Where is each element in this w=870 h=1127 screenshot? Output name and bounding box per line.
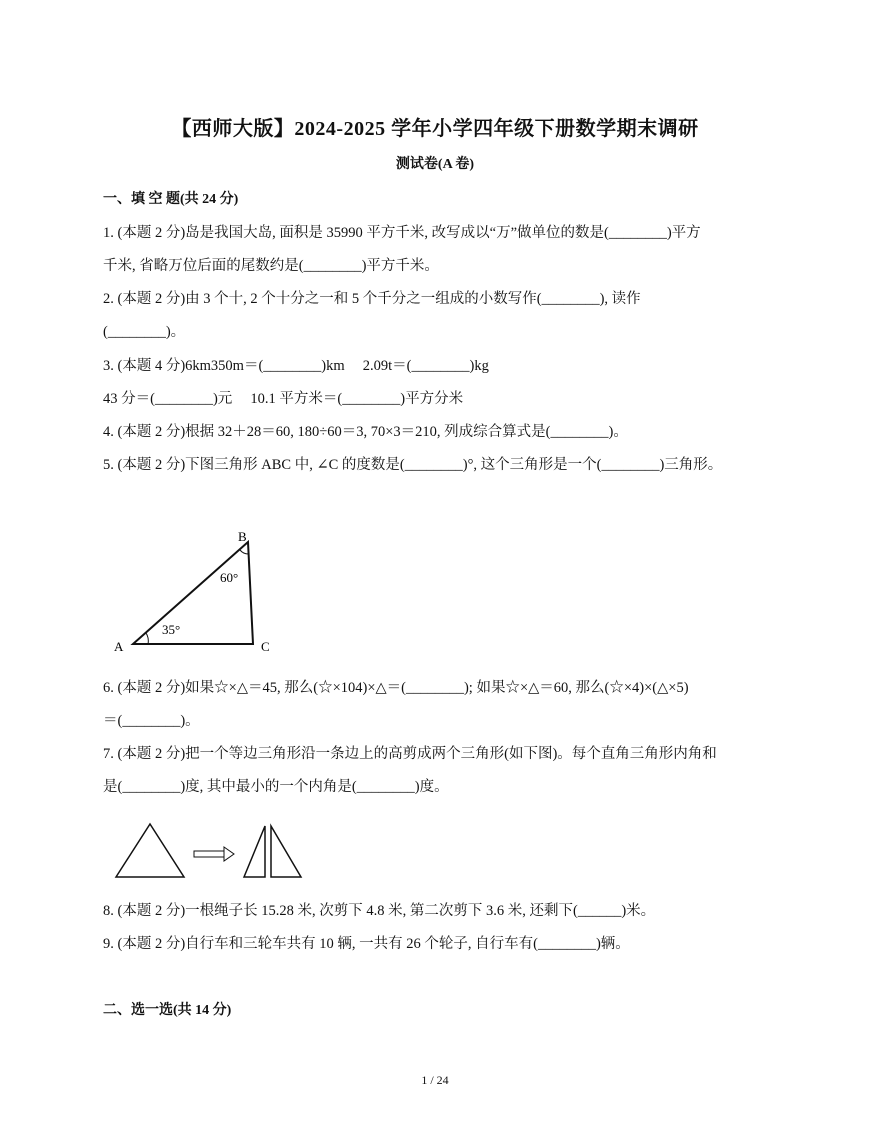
triangle-cut-figure <box>110 820 310 882</box>
question-3-line-2: 43 分＝(________)元 10.1 平方米＝(________)平方分米 <box>103 391 464 407</box>
question-4: 4. (本题 2 分)根据 32＋28＝60, 180÷60＝3, 70×3＝210, 列成综合算式是(________)。 <box>103 424 628 440</box>
question-7-line-2: 是(________)度, 其中最小的一个内角是(________)度。 <box>103 779 449 795</box>
vertex-label-c: C <box>261 639 270 654</box>
question-9: 9. (本题 2 分)自行车和三轮车共有 10 辆, 一共有 26 个轮子, 自行车有(________)辆。 <box>103 936 630 952</box>
page-subtitle: 测试卷(A 卷) <box>395 157 475 172</box>
question-5: 5. (本题 2 分)下图三角形 ABC 中, ∠C 的度数是(________)°, 这个三角形是一个(________)三角形。 <box>103 457 723 473</box>
section-heading-fill-blank: 一、填 空 题(共 24 分) <box>103 192 239 207</box>
question-3-line-1: 3. (本题 4 分)6km350m＝(________)km 2.09t＝(________)kg <box>103 358 489 374</box>
page-number: 1 / 24 <box>421 1073 449 1087</box>
angle-a-label: 35° <box>162 622 181 637</box>
question-1-line-1: 1. (本题 2 分)岛是我国大岛, 面积是 35990 平方千米, 改写成以“万”做单位的数是(________)平方 <box>103 225 701 241</box>
question-7-line-1: 7. (本题 2 分)把一个等边三角形沿一条边上的高剪成两个三角形(如下图)。每个直角三角形内角和 <box>103 746 717 762</box>
angle-a-arc <box>146 633 148 644</box>
question-2-line-2: (________)。 <box>103 324 186 340</box>
question-8: 8. (本题 2 分)一根绳子长 15.28 米, 次剪下 4.8 米, 第二次剪下 3.6 米, 还剩下(______)米。 <box>103 903 656 919</box>
vertex-label-a: A <box>114 639 124 654</box>
right-triangle-left-half <box>244 826 265 877</box>
question-6-line-2: ＝(________)。 <box>103 713 200 729</box>
equilateral-triangle <box>116 824 184 877</box>
triangle-abc-figure <box>100 520 290 660</box>
question-2-line-1: 2. (本题 2 分)由 3 个十, 2 个十分之一和 5 个千分之一组成的小数写作(________), 读作 <box>103 291 641 307</box>
right-triangle-right-half <box>271 826 301 877</box>
triangle-abc-shape <box>133 542 253 644</box>
angle-b-label: 60° <box>220 570 239 585</box>
question-6-line-1: 6. (本题 2 分)如果☆×△＝45, 那么(☆×104)×△＝(________); 如果☆×△＝60, 那么(☆×4)×(△×5) <box>103 680 689 696</box>
arrow-icon <box>194 847 234 861</box>
section-heading-multiple-choice: 二、选一选(共 14 分) <box>103 1003 232 1018</box>
question-1-line-2: 千米, 省略万位后面的尾数约是(________)平方千米。 <box>103 258 439 274</box>
page-title: 【西师大版】2024-2025 学年小学四年级下册数学期末调研 <box>171 118 699 140</box>
vertex-label-b: B <box>238 529 247 544</box>
